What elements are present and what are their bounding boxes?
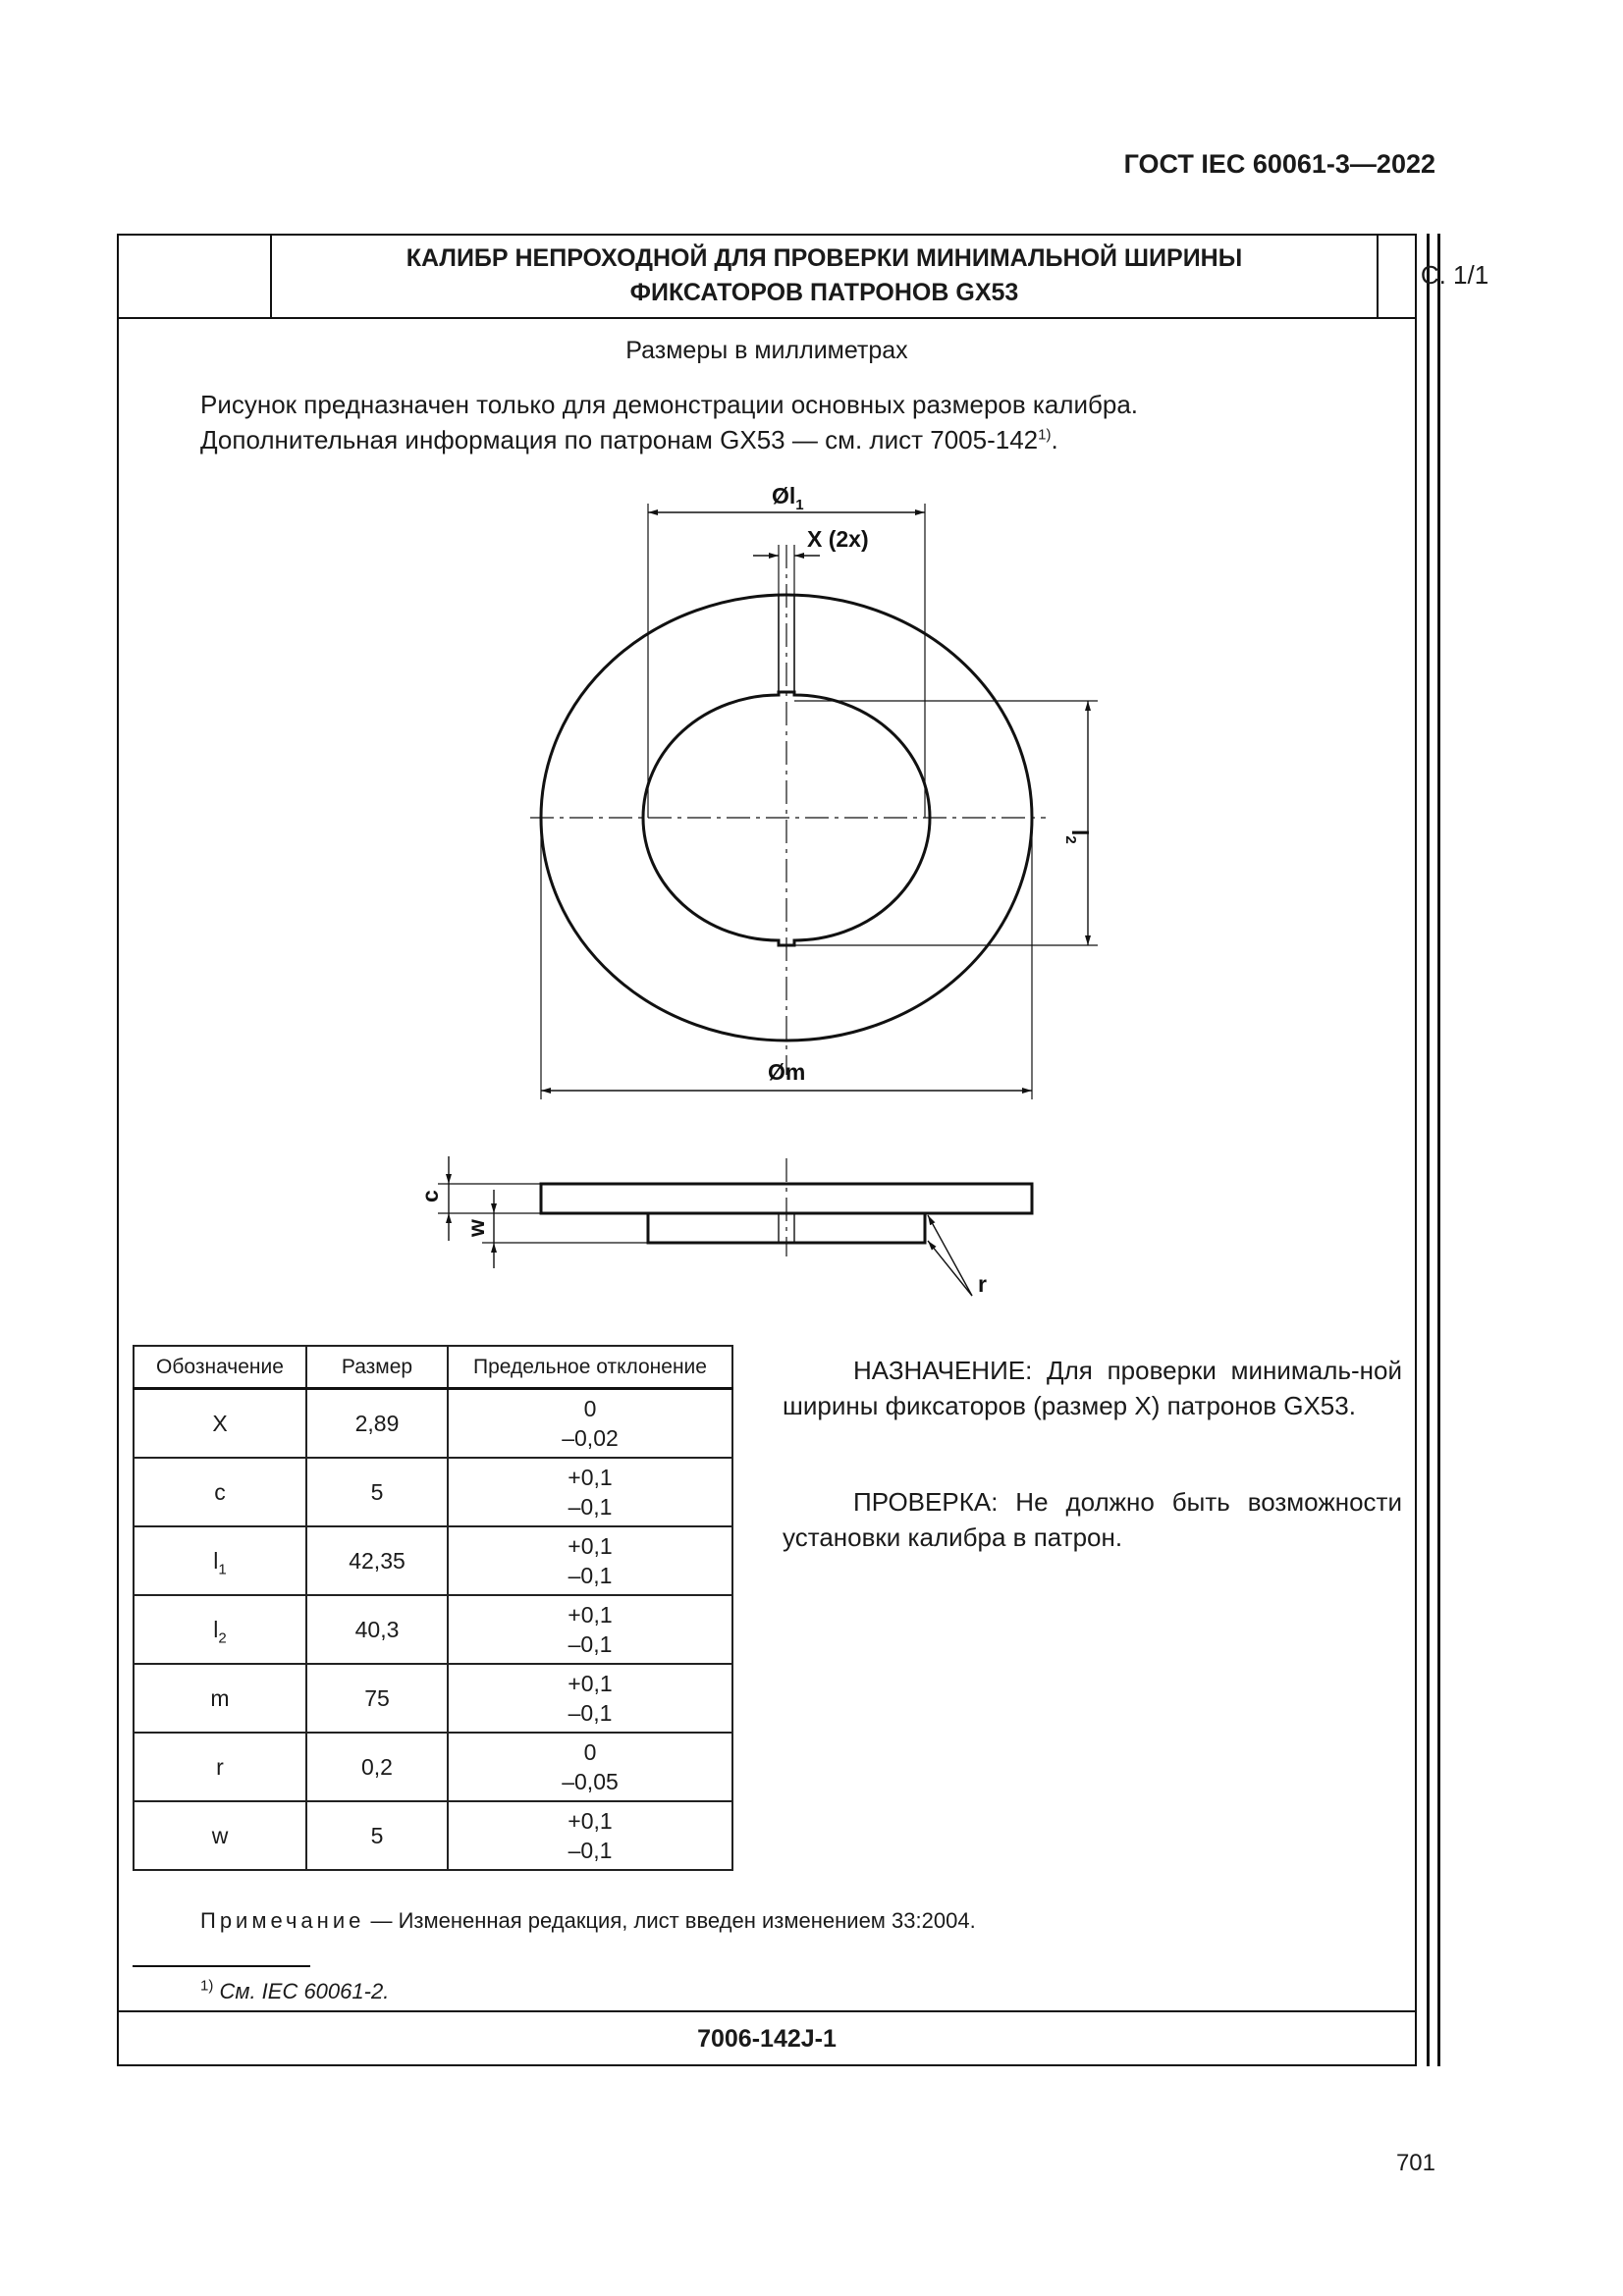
- table-row: [134, 1595, 732, 1664]
- cell-symbol: r: [134, 1733, 306, 1801]
- purpose-text: НАЗНАЧЕНИЕ: Для проверки минималь-ной ширины фиксаторов (размер X) патронов GX53.: [783, 1356, 1402, 1420]
- intro-line-1: Рисунок предназначен только для демонстрации основных размеров калибра.: [200, 390, 1139, 419]
- cell-size: 40,3: [306, 1595, 448, 1664]
- table-row: [134, 1733, 732, 1801]
- note-text: — Измененная редакция, лист введен изменением 33:2004.: [364, 1908, 976, 1933]
- footnote-rule: [133, 1965, 310, 1967]
- check-text: ПРОВЕРКА: Не должно быть возможности установки калибра в патрон.: [783, 1487, 1402, 1552]
- cell-symbol: $l_1$: [134, 1526, 306, 1595]
- table-row: [134, 1458, 732, 1526]
- cell-size: 0,2: [306, 1733, 448, 1801]
- label-r: r: [978, 1271, 987, 1297]
- title-line-2: ФИКСАТОРОВ ПАТРОНОВ GX53: [629, 278, 1019, 306]
- cell-deviation: +0,1 –0,1: [448, 1595, 732, 1664]
- cell-symbol: m: [134, 1664, 306, 1733]
- table-row: [134, 1526, 732, 1595]
- cell-symbol: $l_2$: [134, 1595, 306, 1664]
- label-w: w: [463, 1219, 489, 1237]
- col-header-deviation: Предельное отклонение: [448, 1346, 732, 1389]
- table-row: [134, 1664, 732, 1733]
- note: [200, 1908, 1379, 1934]
- cell-size: 42,35: [306, 1526, 448, 1595]
- title-line-1: КАЛИБР НЕПРОХОДНОЙ ДЛЯ ПРОВЕРКИ МИНИМАЛЬНОЙ ШИРИНЫ: [406, 243, 1243, 272]
- sheet-number: 7006-142J-1: [117, 2010, 1417, 2066]
- cell-symbol: w: [134, 1801, 306, 1870]
- label-l2: $l_2$: [1062, 829, 1093, 844]
- cell-size: 5: [306, 1801, 448, 1870]
- note-label: Примечание: [200, 1908, 365, 1933]
- cell-size: 75: [306, 1664, 448, 1733]
- cell-deviation: +0,1 –0,1: [448, 1526, 732, 1595]
- label-c: c: [417, 1190, 443, 1202]
- cell-deviation: +0,1 –0,1: [448, 1458, 732, 1526]
- intro-line-2: Дополнительная информация по патронам GX53 — см. лист 7005-142$^{1)}$.: [200, 425, 1058, 454]
- leader-r: [928, 1215, 972, 1296]
- units-note: Размеры в миллиметрах: [625, 337, 908, 364]
- col-header-size: Размер: [306, 1346, 448, 1389]
- table-row: [134, 1389, 732, 1459]
- col-header-symbol: Обозначение: [134, 1346, 306, 1389]
- footnote: $^{1)}$ См. IEC 60061-2.: [200, 1977, 390, 2003]
- label-x: X (2x): [807, 526, 869, 552]
- cell-size: 5: [306, 1458, 448, 1526]
- footnote-ref: 1): [1038, 426, 1052, 444]
- leader-r: [928, 1241, 972, 1296]
- cell-deviation: +0,1 –0,1: [448, 1801, 732, 1870]
- cell-deviation: 0 –0,05: [448, 1733, 732, 1801]
- page-number: 701: [1395, 2150, 1435, 2176]
- cell-symbol: X: [134, 1389, 306, 1459]
- cell-symbol: c: [134, 1458, 306, 1526]
- cell-size: 2,89: [306, 1389, 448, 1459]
- label-l1: $Øl_1$: [772, 483, 804, 513]
- sheet-index: С. 1/1: [1377, 234, 1531, 317]
- dimensions-table: [133, 1345, 733, 1871]
- table-row: [134, 1801, 732, 1870]
- cell-deviation: 0 –0,02: [448, 1389, 732, 1459]
- table-header-row: [134, 1346, 732, 1389]
- cell-deviation: +0,1 –0,1: [448, 1664, 732, 1733]
- label-m: Øm: [768, 1059, 806, 1085]
- standard-code: ГОСТ IEC 60061-3—2022: [1123, 149, 1435, 179]
